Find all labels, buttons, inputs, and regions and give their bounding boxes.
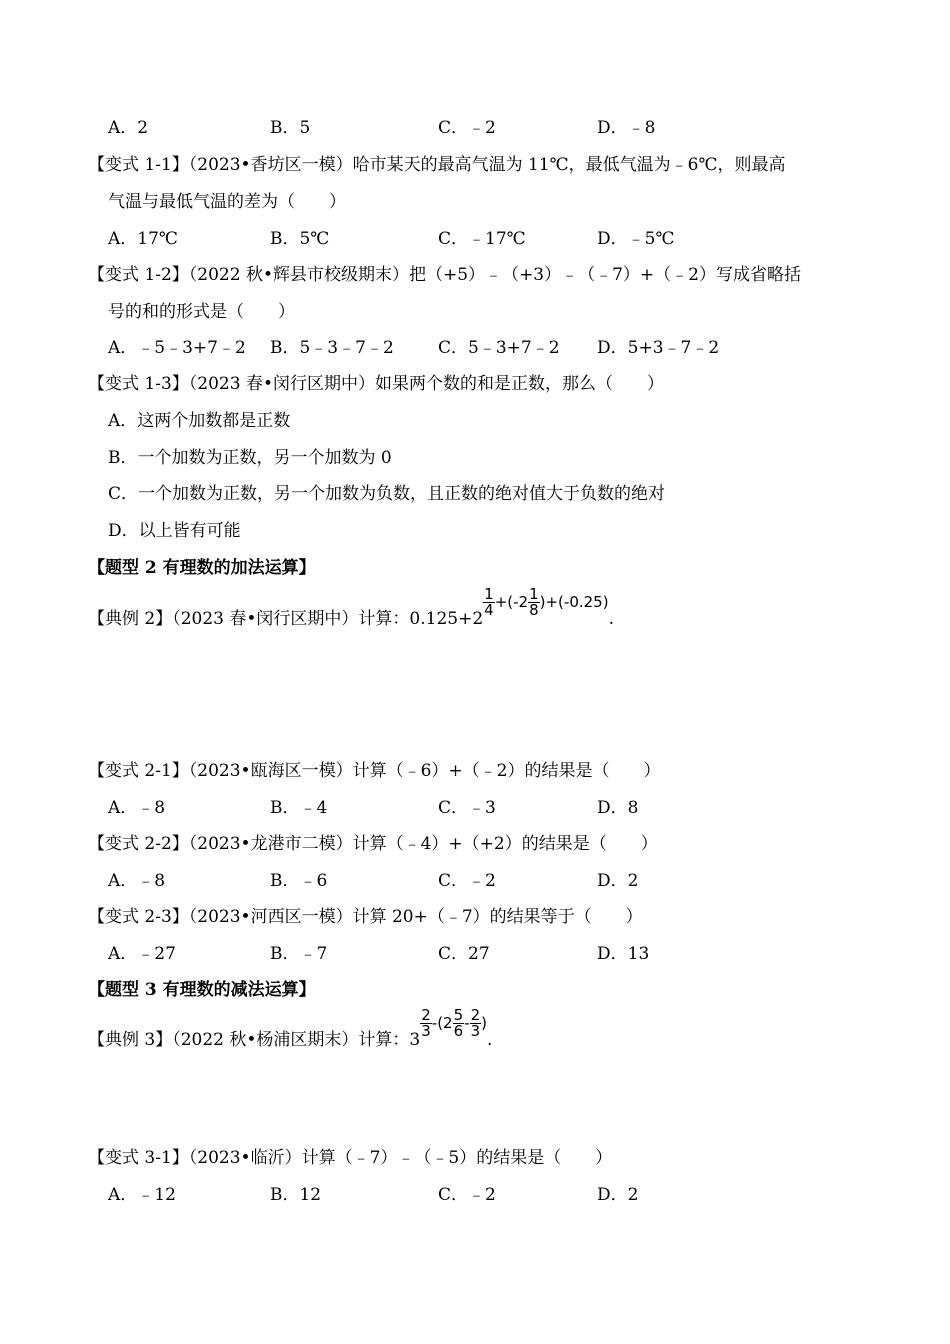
- v21-options: [108, 797, 808, 819]
- option-c: C．﹣2: [438, 1185, 496, 1205]
- v11-question-line2: 气温与最低气温的差为（ ）: [108, 192, 346, 212]
- option-d: D．8: [597, 798, 639, 818]
- fraction-2-3: $\frac{2}{3}$: [421, 1006, 431, 1040]
- option-d: D．2: [597, 1185, 639, 1205]
- option-b: B．5﹣3﹣7﹣2: [270, 338, 394, 358]
- option-d: D．5+3﹣7﹣2: [597, 338, 720, 358]
- fraction-1-8: $\frac{1}{8}$: [529, 585, 539, 619]
- q1-options: [108, 117, 808, 139]
- option-c: C．﹣17℃: [438, 229, 526, 249]
- v23-options: [108, 943, 808, 965]
- fraction-2-3-second: $\frac{2}{3}$: [470, 1006, 481, 1040]
- section-heading-type3: 【题型 3 有理数的减法运算】: [88, 980, 316, 1000]
- option-b: B．5: [270, 118, 311, 138]
- v22-question-line1: 【变式 2-2】（2023•龙港市二模）计算（﹣4）+（+2）的结果是（ ）: [88, 834, 658, 854]
- option-b: B．5℃: [270, 229, 330, 249]
- v13-option-c: C．一个加数为正数，另一个加数为负数，且正数的绝对值大于负数的绝对: [108, 484, 666, 504]
- v11-question-line1: 【变式 1-1】（2023•香坊区一模）哈市某天的最高气温为 11℃，最低气温为﹣6℃，则最高: [88, 155, 786, 175]
- option-a: A．﹣27: [108, 944, 176, 964]
- option-b: B．﹣4: [270, 798, 328, 818]
- option-a: A．17℃: [108, 229, 178, 249]
- option-c: C．﹣3: [438, 798, 496, 818]
- v13-option-b: B．一个加数为正数，另一个加数为 0: [108, 448, 392, 468]
- example2: 【典例 2】（2023 春•闵行区期中）计算：0.125+2 $\frac{1}{4}$ +(-2 $\frac{1}{8}$ )+(-0.25).: [88, 585, 614, 629]
- option-d: D．2: [597, 871, 639, 891]
- option-d: D．13: [597, 944, 650, 964]
- v31-question-line1: 【变式 3-1】（2023•临沂）计算（﹣7）﹣（﹣5）的结果是（ ）: [88, 1148, 613, 1168]
- fraction-1-4: $\frac{1}{4}$: [484, 585, 494, 619]
- v23-question-line1: 【变式 2-3】（2023•河西区一模）计算 20+（﹣7）的结果等于（ ）: [88, 907, 643, 927]
- v21-question-line1: 【变式 2-1】（2023•瓯海区一模）计算（﹣6）+（﹣2）的结果是（ ）: [88, 761, 661, 781]
- v31-options: [108, 1184, 808, 1206]
- fraction-5-6: $\frac{5}{6}$: [453, 1006, 464, 1040]
- option-b: B．﹣7: [270, 944, 328, 964]
- example2-expression: $\frac{1}{4}$ +(-2 $\frac{1}{8}$ )+(-0.25): [484, 585, 609, 619]
- v13-option-d: D．以上皆有可能: [108, 521, 241, 541]
- option-b: B．12: [270, 1185, 322, 1205]
- option-a: A．2: [108, 118, 149, 138]
- option-d: D．﹣5℃: [597, 229, 675, 249]
- example2-prefix: 【典例 2】（2023 春•闵行区期中）计算：0.125+2: [88, 608, 484, 629]
- v13-option-a: A．这两个加数都是正数: [108, 411, 291, 431]
- example3: 【典例 3】（2022 秋•杨浦区期末）计算：3 $\frac{2}{3}$ -(2 $\frac{5}{6}$ - $\frac{2}{3}$ ).: [88, 1006, 493, 1050]
- option-c: C．﹣2: [438, 871, 496, 891]
- option-b: B．﹣6: [270, 871, 328, 891]
- option-d: D．﹣8: [597, 118, 656, 138]
- v11-options: [108, 228, 808, 250]
- v22-options: [108, 870, 808, 892]
- option-c: C．﹣2: [438, 118, 496, 138]
- example3-prefix: 【典例 3】（2022 秋•杨浦区期末）计算：3: [88, 1029, 421, 1050]
- v12-question-line2: 号的和的形式是（ ）: [108, 302, 295, 322]
- option-a: A．﹣12: [108, 1185, 176, 1205]
- v12-options: [108, 337, 808, 359]
- option-c: C．5﹣3+7﹣2: [438, 338, 560, 358]
- section-heading-type2: 【题型 2 有理数的加法运算】: [88, 558, 316, 578]
- option-a: A．﹣5﹣3+7﹣2: [108, 338, 246, 358]
- option-a: A．﹣8: [108, 798, 166, 818]
- v13-question-line1: 【变式 1-3】（2023 春•闵行区期中）如果两个数的和是正数，那么（ ）: [88, 374, 664, 394]
- option-c: C．27: [438, 944, 490, 964]
- option-a: A．﹣8: [108, 871, 166, 891]
- example3-expression: $\frac{2}{3}$ -(2 $\frac{5}{6}$ - $\frac{2}{3}$ ): [421, 1006, 487, 1040]
- v12-question-line1: 【变式 1-2】（2022 秋•辉县市校级期末）把（+5）﹣（+3）﹣（﹣7）+（﹣2）写成省略括: [88, 265, 801, 285]
